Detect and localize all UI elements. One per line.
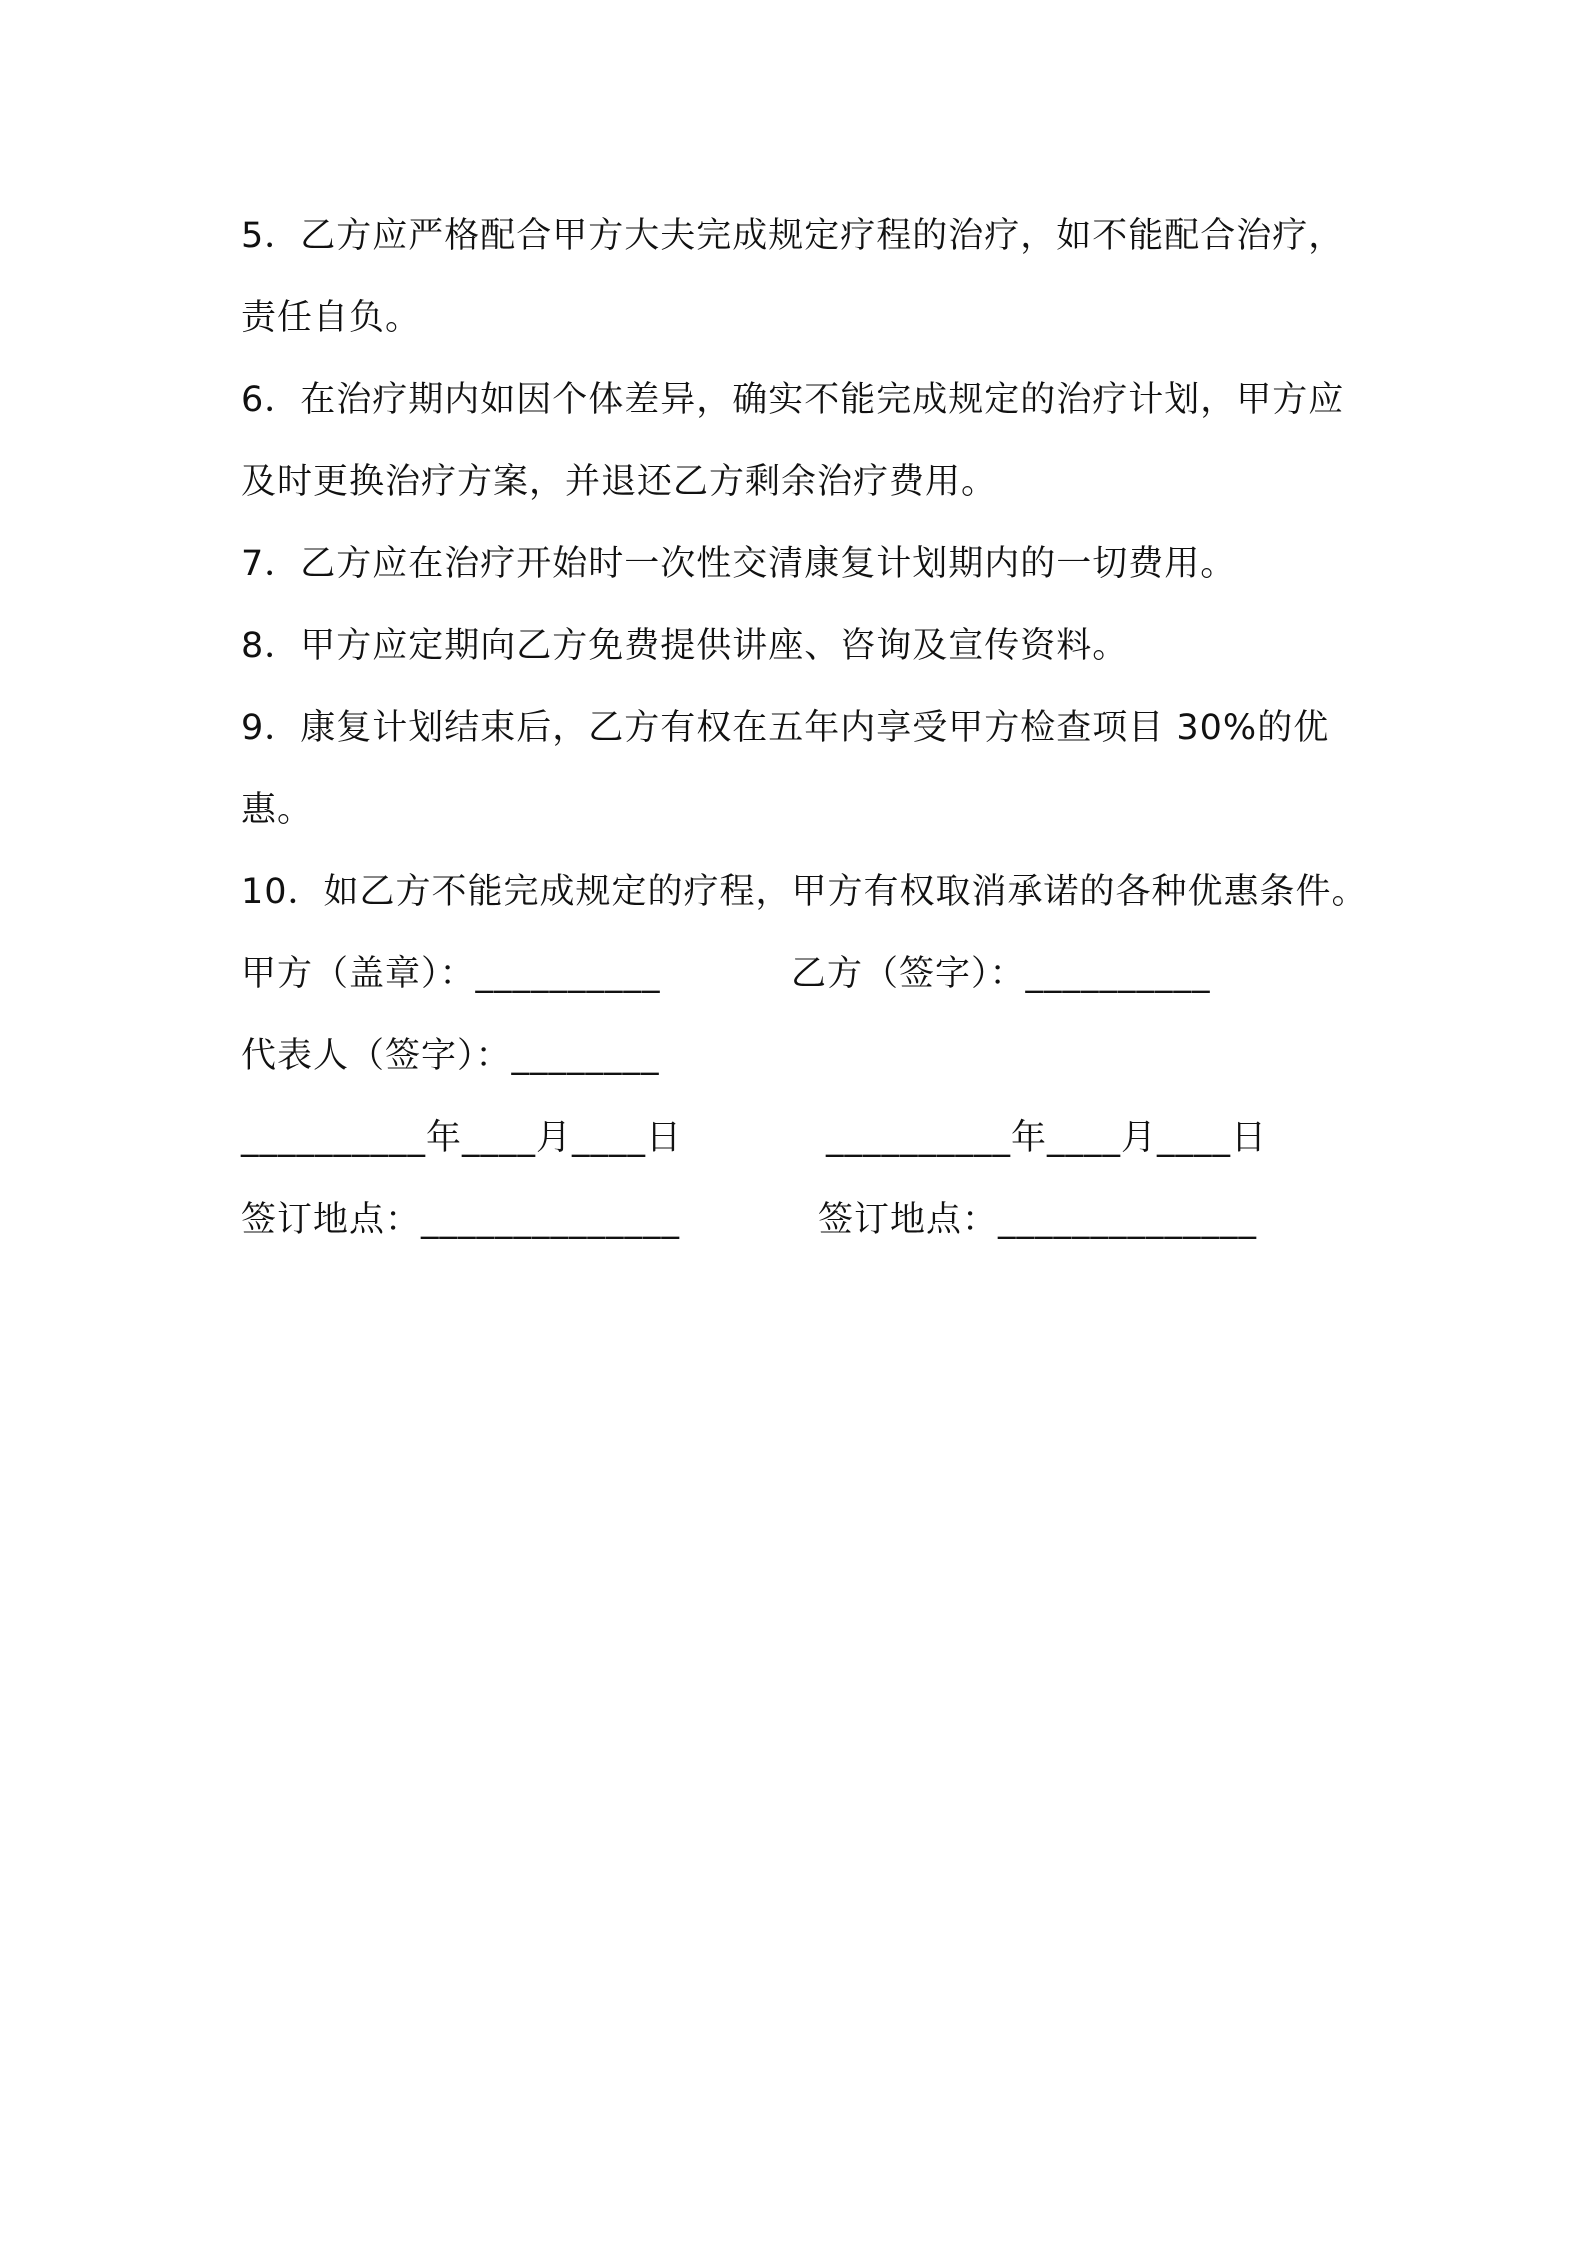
representative-sign-line: 代表人（签字）：________ (241, 1036, 660, 1076)
clause-8: 8．甲方应定期向乙方免费提供讲座、咨询及宣传资料。 (241, 626, 1129, 666)
signature-row-parties (241, 933, 1376, 1015)
party-a-seal-line: 甲方（盖章）：__________ (241, 954, 661, 994)
clause-10: 10．如乙方不能完成规定的疗程，甲方有权取消承诺的各种优惠条件。 (241, 872, 1368, 912)
signature-row-representative (241, 1015, 1376, 1097)
signing-place-a: 签订地点：______________ (241, 1200, 681, 1240)
contract-body (241, 195, 1376, 1261)
party-b-sign-line: 乙方（签字）：__________ (791, 954, 1211, 994)
clause-6: 6．在治疗期内如因个体差异，确实不能完成规定的治疗计划，甲方应及时更换治疗方案，并退还乙方剩余治疗费用。 (241, 380, 1345, 502)
date-line-b: __________年____月____日 (826, 1118, 1268, 1158)
clause-5: 5．乙方应严格配合甲方大夫完成规定疗程的治疗，如不能配合治疗，责任自负。 (241, 216, 1345, 338)
signature-row-places (241, 1179, 1376, 1261)
signing-place-b: 签订地点：______________ (818, 1200, 1258, 1240)
clause-9: 9．康复计划结束后，乙方有权在五年内享受甲方检查项目 30%的优惠。 (241, 708, 1330, 830)
signature-row-dates (241, 1097, 1376, 1179)
date-line-a: __________年____月____日 (241, 1118, 683, 1158)
clause-7: 7．乙方应在治疗开始时一次性交清康复计划期内的一切费用。 (241, 544, 1237, 584)
